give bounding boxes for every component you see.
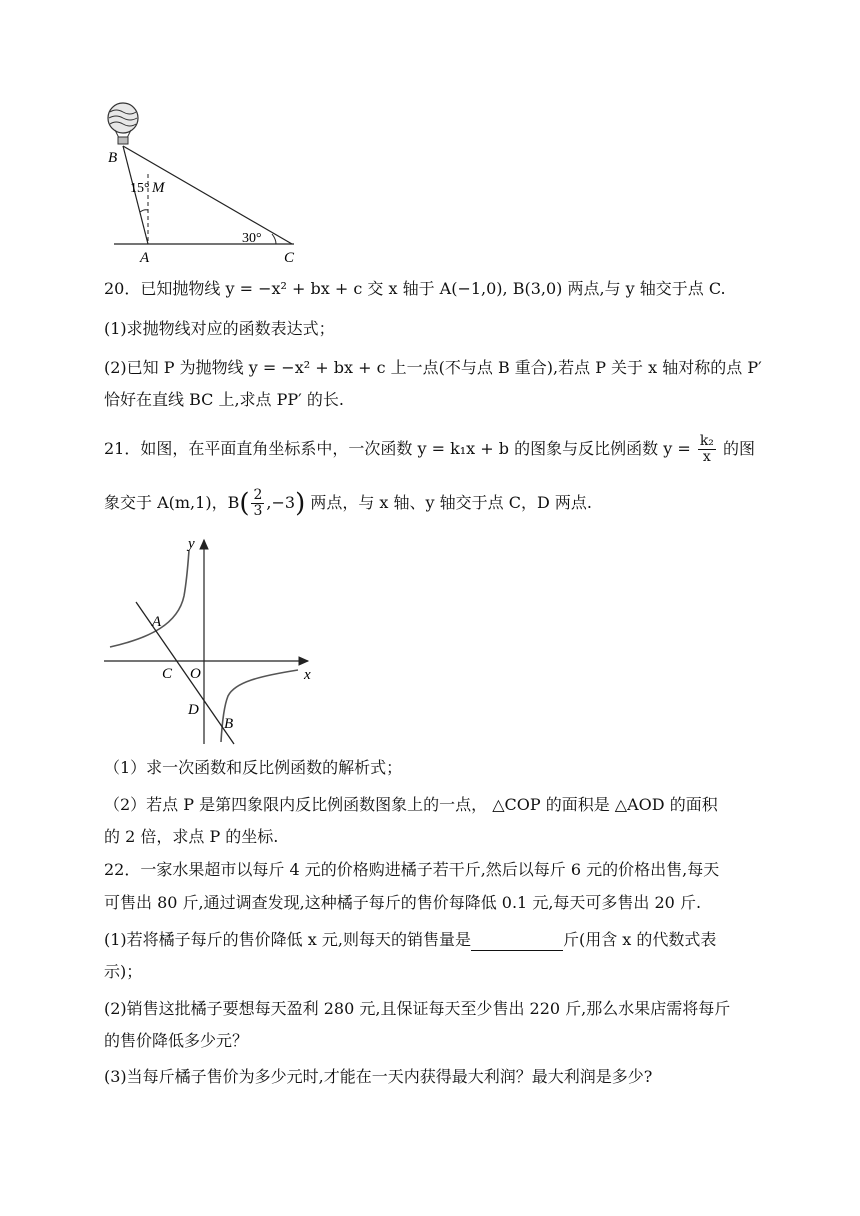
angle-arc-c (272, 234, 276, 244)
q22-stem-line2: 可售出 80 斤,通过调查发现,这种橘子每斤的售价每降低 0.1 元,每天可多售出 20 斤. (104, 893, 702, 912)
frac2-denominator: 3 (253, 503, 263, 519)
q21-stem-line1 (104, 434, 755, 465)
q20-stem: 20．已知抛物线 y = −x² + bx + c 交 x 轴于 A(−1,0), B(3,0) 两点,与 y 轴交于点 C. (104, 279, 726, 298)
q21-stem-text-a: 21．如图，在平面直角坐标系中，一次函数 y = k₁x + b 的图象与反比例函数 y = (104, 439, 691, 458)
coordinate-figure (100, 534, 320, 746)
angle-arc-a (140, 210, 148, 212)
label-o: O (190, 666, 201, 682)
q20-part2-line2: 恰好在直线 BC 上,求点 PP′ 的长. (104, 390, 344, 409)
q21-fraction-k2-over-x (698, 434, 716, 465)
label-b: B (108, 150, 118, 166)
q21-stem2-text-c: 两点，与 x 轴、y 轴交于点 C，D 两点. (310, 493, 592, 512)
label-b: B (224, 716, 234, 732)
label-a: A (152, 614, 162, 630)
q21-stem2-text-b: ,−3 (266, 493, 296, 512)
hyperbola-branch-q2 (110, 550, 189, 647)
q21-stem-line2: 象交于 A(m,1)，B( $\frac{2}{3}$ ,−3) 两点，与 x 轴、y 轴交于点 C，D 两点. (104, 487, 592, 519)
q22-part1-text-a: (1)若将橘子每斤的售价降低 x 元,则每天的销售量是 (104, 930, 471, 949)
hot-air-balloon-icon (108, 103, 138, 144)
frac-numerator: k₂ (699, 433, 714, 449)
q20-part2-line1: (2)已知 P 为抛物线 y = −x² + bx + c 上一点(不与点 B 重合),若点 P 关于 x 轴对称的点 P′ (104, 358, 762, 377)
label-a: A (140, 250, 150, 266)
label-d: D (188, 702, 199, 718)
q22-part2-line2: 的售价降低多少元？ (104, 1031, 249, 1050)
label-c: C (162, 666, 173, 682)
label-y: y (188, 536, 195, 552)
q20-part1: (1)求抛物线对应的函数表达式； (104, 319, 335, 338)
q21-part2-line2: 的 2 倍，求点 P 的坐标. (104, 827, 279, 846)
q22-part1-text-b: 斤(用含 x 的代数式表 (562, 930, 717, 949)
q22-part1-line1 (104, 929, 716, 951)
linear-function-line (136, 602, 234, 744)
q21-fraction-2-3 (251, 488, 264, 519)
frac2-numerator: 2 (253, 487, 263, 503)
label-angle-15: 15° (130, 181, 150, 196)
label-x: x (304, 667, 311, 683)
label-c: C (284, 250, 295, 266)
balloon-triangle-figure (100, 96, 310, 268)
q22-part3: (3)当每斤橘子售价为多少元时,才能在一天内获得最大利润？最大利润是多少? (104, 1067, 653, 1086)
q22-part1-line2: 示)； (104, 962, 143, 981)
label-angle-30: 30° (242, 231, 262, 246)
q21-part2-line1: （2）若点 P 是第四象限内反比例函数图象上的一点， △COP 的面积是 △AOD 的面积 (104, 795, 718, 814)
q21-stem2-text-a: 象交于 A(m,1)，B (104, 493, 240, 512)
q22-part2-line1: (2)销售这批橘子要想每天盈利 280 元,且保证每天至少售出 220 斤,那么水果店需将每斤 (104, 999, 731, 1018)
frac-denominator: x (702, 449, 711, 465)
q21-part1: （1）求一次函数和反比例函数的解析式； (104, 758, 403, 777)
q21-stem-text-b: 的图 (723, 439, 756, 458)
answer-blank[interactable] (471, 934, 563, 951)
q22-stem-line1: 22．一家水果超市以每斤 4 元的价格购进橘子若干斤,然后以每斤 6 元的价格出售,每天 (104, 860, 720, 879)
label-m: M (152, 180, 165, 196)
